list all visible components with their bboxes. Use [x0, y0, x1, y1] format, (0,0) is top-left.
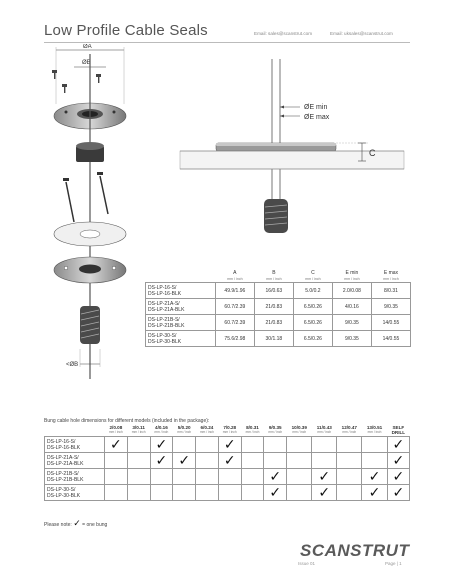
bung-table-caption: Bung cable hole dimensions for different models (included in the package): — [44, 418, 210, 424]
empty-cell — [218, 485, 241, 501]
tick-icon: ✓ — [392, 436, 405, 453]
empty-cell — [196, 485, 219, 501]
model-cell: DS-LP-16-S/ DS-LP-16-BLK — [146, 283, 216, 299]
tick-icon: ✓ — [318, 484, 331, 501]
model-cell: DS-LP-21A-S/ DS-LP-21A-BLK — [146, 299, 216, 315]
tick-icon: ✓ — [178, 452, 191, 469]
bung-col-header: 2/0.08 mm / inch — [108, 425, 123, 434]
empty-cell — [287, 453, 312, 469]
empty-cell — [362, 437, 387, 453]
tick-cell — [150, 453, 173, 469]
bung-note: Please note: ✓ = one bung — [44, 519, 108, 529]
value-cell: 60.7/2.39 — [215, 299, 254, 315]
tick-cell — [362, 485, 387, 501]
model-cell: DS-LP-30-S/ DS-LP-30-BLK — [45, 485, 105, 501]
table-row — [146, 315, 411, 331]
empty-cell — [287, 485, 312, 501]
tick-cell — [387, 485, 409, 501]
bung-col-header: 6/0.24 mm / inch — [200, 425, 214, 434]
value-cell: 16/0.63 — [254, 283, 293, 299]
bung-col-header: 3/0.11 mm / inch — [131, 425, 146, 434]
value-cell: 6.5/0.26 — [293, 315, 332, 331]
tick-icon: ✓ — [155, 436, 168, 453]
tick-icon: ✓ — [223, 452, 236, 469]
value-cell: 9/0.35 — [332, 315, 371, 331]
page-title: Low Profile Cable Seals — [44, 22, 208, 39]
label-dia-b: ØB — [82, 60, 91, 66]
bung-header-row — [45, 425, 410, 437]
dimensions-header-row — [146, 270, 411, 283]
email-sales: Email: sales@scanstrut.com — [254, 31, 313, 36]
tick-cell — [173, 453, 196, 469]
empty-cell — [337, 437, 362, 453]
value-cell: 21/0.83 — [254, 299, 293, 315]
bung-col-header: 10/0.39 mm / inch — [291, 425, 307, 434]
empty-cell — [105, 485, 128, 501]
bung-col-header: 11/0.43 mm / inch — [316, 425, 332, 434]
value-cell: 6.5/0.26 — [293, 299, 332, 315]
tick-cell — [362, 469, 387, 485]
label-e-max: ØE max — [304, 114, 330, 121]
bung-col-header: 7/0.28 mm / inch — [222, 425, 237, 434]
empty-cell — [312, 453, 337, 469]
tick-icon: ✓ — [155, 452, 168, 469]
empty-cell — [105, 453, 128, 469]
tick-cell — [312, 485, 337, 501]
label-e-min: ØE min — [304, 104, 328, 111]
tick-icon: ✓ — [392, 452, 405, 469]
empty-cell — [362, 453, 387, 469]
empty-cell — [218, 469, 241, 485]
empty-cell — [337, 469, 362, 485]
tick-icon: ✓ — [318, 468, 331, 485]
empty-cell — [105, 469, 128, 485]
table-row — [146, 283, 411, 299]
value-cell: 60.7/2.39 — [215, 315, 254, 331]
cross-section-diagram — [176, 55, 408, 245]
brand-logo: SCANSTRUT — [300, 541, 410, 560]
empty-cell — [196, 453, 219, 469]
bung-col-header: 8/0.31 mm / inch — [245, 425, 260, 434]
label-c: C — [369, 148, 376, 158]
dimensions-table — [145, 270, 411, 347]
empty-cell — [241, 437, 264, 453]
empty-cell — [127, 485, 150, 501]
col-c: C mm / inch — [305, 270, 321, 281]
bung-col-header: 4/0.16 mm / inch — [154, 425, 169, 434]
label-dia-a: ØA — [83, 44, 92, 50]
bung-col-header: 5/0.20 mm / inch — [177, 425, 192, 434]
email-uksales: Email: uksales@scanstrut.com — [330, 31, 393, 36]
col-a: A mm / inch — [227, 270, 243, 281]
model-cell: DS-LP-16-S/ DS-LP-16-BLK — [45, 437, 105, 453]
empty-cell — [287, 437, 312, 453]
bung-row — [45, 453, 410, 469]
empty-cell — [173, 469, 196, 485]
empty-cell — [127, 453, 150, 469]
value-cell: 49.9/1.96 — [215, 283, 254, 299]
empty-cell — [241, 485, 264, 501]
bung-col-header: 13/0.51 mm / inch — [366, 425, 383, 434]
value-cell: 14/0.55 — [371, 331, 410, 347]
bung-table — [44, 425, 410, 501]
empty-cell — [241, 453, 264, 469]
table-row — [146, 331, 411, 347]
value-cell: 14/0.55 — [371, 315, 410, 331]
model-cell: DS-LP-30-S/ DS-LP-30-BLK — [146, 331, 216, 347]
empty-cell — [173, 485, 196, 501]
tick-icon: ✓ — [392, 468, 405, 485]
tick-cell — [387, 437, 409, 453]
empty-cell — [312, 437, 337, 453]
bung-col-self-drill: SELF DRILL — [391, 425, 406, 435]
empty-cell — [196, 469, 219, 485]
empty-cell — [150, 485, 173, 501]
empty-cell — [264, 437, 287, 453]
empty-cell — [150, 469, 173, 485]
tick-cell — [150, 437, 173, 453]
empty-cell — [173, 437, 196, 453]
col-e-min: E min mm / inch — [344, 270, 360, 281]
tick-cell — [264, 469, 287, 485]
bung-col-header: 9/0.35 mm / inch — [268, 425, 283, 434]
issue-number: Issue 01 — [298, 561, 316, 566]
tick-cell — [218, 437, 241, 453]
empty-cell — [337, 453, 362, 469]
label-dia-b-bottom: <ØB — [66, 362, 79, 368]
value-cell: 30/1.18 — [254, 331, 293, 347]
model-cell: DS-LP-21B-S/ DS-LP-21B-BLK — [45, 469, 105, 485]
exploded-assembly-diagram — [36, 44, 148, 384]
value-cell: 9/0.35 — [332, 331, 371, 347]
empty-cell — [287, 469, 312, 485]
bung-col-header: 12/0.47 mm / inch — [341, 425, 357, 434]
value-cell: 9/0.35 — [371, 299, 410, 315]
empty-cell — [337, 485, 362, 501]
value-cell: 5.0/0.2 — [293, 283, 332, 299]
tick-icon: ✓ — [269, 468, 282, 485]
tick-cell — [312, 469, 337, 485]
col-b: B mm / inch — [266, 270, 282, 281]
table-row — [146, 299, 411, 315]
empty-cell — [241, 469, 264, 485]
value-cell: 8/0.31 — [371, 283, 410, 299]
col-e-max: E max mm / inch — [383, 270, 399, 281]
tick-cell — [264, 485, 287, 501]
value-cell: 4/0.16 — [332, 299, 371, 315]
tick-cell — [105, 437, 128, 453]
page-number: Page | 1 — [385, 561, 402, 566]
empty-cell — [196, 437, 219, 453]
value-cell: 21/0.83 — [254, 315, 293, 331]
tick-icon: ✓ — [392, 484, 405, 501]
tick-cell — [387, 469, 409, 485]
tick-icon: ✓ — [223, 436, 236, 453]
tick-icon: ✓ — [73, 519, 81, 529]
tick-icon: ✓ — [110, 436, 122, 453]
empty-cell — [127, 437, 150, 453]
model-cell: DS-LP-21A-S/ DS-LP-21A-BLK — [45, 453, 105, 469]
empty-cell — [264, 453, 287, 469]
value-cell: 6.5/0.26 — [293, 331, 332, 347]
bung-row — [45, 437, 410, 453]
value-cell: 75.6/2.98 — [215, 331, 254, 347]
empty-cell — [127, 469, 150, 485]
tick-icon: ✓ — [368, 468, 381, 485]
tick-icon: ✓ — [269, 484, 282, 501]
model-cell: DS-LP-21B-S/ DS-LP-21B-BLK — [146, 315, 216, 331]
tick-icon: ✓ — [368, 484, 381, 501]
tick-cell — [387, 453, 409, 469]
tick-cell — [218, 453, 241, 469]
value-cell: 2.0/0.08 — [332, 283, 371, 299]
bung-row — [45, 469, 410, 485]
header-rule — [44, 42, 410, 43]
bung-row — [45, 485, 410, 501]
